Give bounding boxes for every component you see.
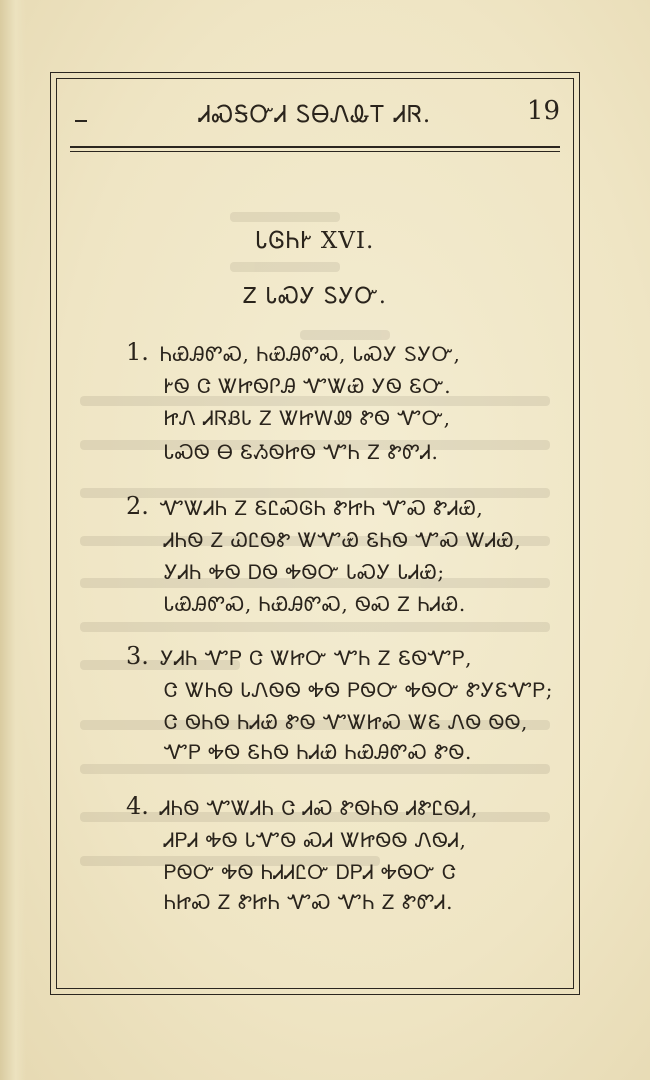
verse-number: 2. <box>126 492 149 520</box>
verse-line: ᏗᏂᏫ Ꮓ ᏇᏝᏫᏑ ᏔᏉᏯ ᏋᏂᏫ ᏉᏍ ᏔᏗᏯ, <box>164 528 522 552</box>
hymn-title: Ꮓ ᏓᏍᎩ ᏚᎩᏅ. <box>243 284 387 309</box>
running-title: ᏗᏍᎦᏅᏗ ᏚᎾᏁᎲᎢ ᏗᏒ. <box>198 102 432 128</box>
verse-number: 4. <box>126 792 149 820</box>
verse-line: ᎩᏗᏂ ᎭᏫ ᎠᏫ ᎭᏫᏅ ᏓᏍᎩ ᏓᏗᏯ; <box>164 560 445 584</box>
verse-line: ᏂᏥᏍ Ꮓ ᏑᏥᏂ ᏉᏍ ᏉᏂ Ꮓ ᏑᏛᏗ. <box>164 890 454 914</box>
verse-line: ᎨᏫ Ꮳ ᏔᏥᏫᎵᎯ ᏉᏔᏯ ᎩᏫ ᏋᏅ. <box>164 374 452 398</box>
verse-line: ᏗᏂᏫ ᏉᏔᏗᏂ Ꮳ ᏗᏍ ᏑᏫᏂᏫ ᏗᏑᏝᏫᏗ, <box>160 796 479 820</box>
verse-line: ᏓᏯᎯᏛᏍ, ᏂᏯᎯᏛᏍ, ᏫᏍ Ꮓ ᏂᏗᏯ. <box>164 592 466 616</box>
verse-line: Ꮳ ᏔᏂᏫ ᏓᏁᏫᏫ ᎭᏫ ᏢᏫᏅ ᎭᏫᏅ ᏑᎩᏋᏉᏢ; <box>164 678 554 702</box>
verse-line: ᏢᏫᏅ ᎭᏫ ᏂᏗᏗᏝᏅ ᎠᏢᏗ ᎭᏫᏅ Ꮳ <box>164 860 457 884</box>
verse-line: ᏉᏢ ᎭᏫ ᏋᏂᏫ ᏂᏗᏯ ᏂᏯᎯᏛᏍ ᏑᏫ. <box>164 740 472 764</box>
verse-number: 1. <box>126 338 149 366</box>
verse-line: ᏉᏔᏗᏂ Ꮓ ᏋᏝᏍᎶᏂ ᏑᏥᏂ ᏉᏍ ᏑᏗᏯ, <box>160 496 484 520</box>
verse-line: ᏗᏢᏗ ᎭᏫ ᏓᏉᏫ ᏍᏗ ᏔᏥᏫᏫ ᏁᏫᏗ, <box>164 828 467 852</box>
verse-line: ᏂᏯᎯᏛᏍ, ᏂᏯᎯᏛᏍ, ᏓᏍᎩ ᏚᎩᏅ, <box>160 342 461 366</box>
verse-number: 3. <box>126 642 149 670</box>
verse-line: ᎩᏗᏂ ᏉᏢ Ꮳ ᏔᏥᏅ ᏉᏂ Ꮓ ᏋᏫᏉᏢ, <box>160 646 473 670</box>
verse-line: ᏓᏍᏫ Ꮎ ᏋᏱᏫᏥᏫ ᏉᏂ Ꮓ ᏑᏛᏗ. <box>164 440 439 464</box>
verse-line: ᏥᏁ ᏗᏒᏰᏓ Ꮓ ᏔᏥᎳᏪ ᏑᏫ ᏉᏅ, <box>164 406 451 430</box>
page-number: 19 <box>526 96 560 126</box>
verse-line: Ꮳ ᏫᏂᏫ ᏂᏗᏯ ᏑᏫ ᏉᏔᏥᏍ ᏔᏋ ᏁᏫ ᏫᏫ, <box>164 710 529 734</box>
hymn-number: ᏓᎶᏂᎨ XVI. <box>255 228 375 254</box>
